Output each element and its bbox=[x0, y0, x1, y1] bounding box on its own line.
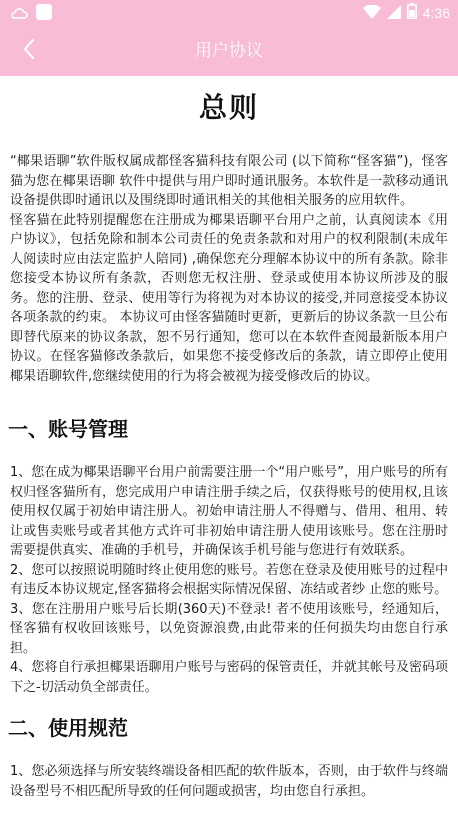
section-heading-account: 一、账号管理 bbox=[8, 417, 128, 441]
back-button[interactable] bbox=[6, 28, 52, 74]
chevron-left-icon bbox=[22, 38, 36, 64]
section-heading-usage: 二、使用规范 bbox=[8, 716, 128, 740]
status-time: 4:36 bbox=[422, 5, 450, 21]
page-title: 用户协议 bbox=[195, 41, 263, 61]
status-bar bbox=[0, 0, 458, 26]
wifi-icon bbox=[363, 4, 381, 23]
intro-paragraph: 怪客猫在此特别提醒您在注册成为椰果语聊平台用户之前，认真阅读本《用户协议》，包括免除和制本公司责任的免责条款和对用户的权利限制(未成年人阅读时应由法定监护人陪同) ,确保您充分理解本协议中的所有条款。除非您接受本协议所有条款，否则您无权注册、登录或使用本协议所涉及的服务。您的注册、登录、使用等行为将视为对本协议的接受,并同意接受本协议各项条款的约束。 本协议可由怪客猫随时更新，更新后的协议条款一旦公布即替代原来的协议条款，恕不另行通知，您可以在本软件查阅最新版本用户协议。在怪客猫修改条款后，如果您不接受修改后的条款，请立即停止使用椰果语聊软件,您继续使用的行为将会被视为接受修改后的协议。 bbox=[10, 212, 448, 384]
section-paragraph: 4、您将自行承担椰果语聊用户账号与密码的保管责任，并就其帐号及密码项下之-切活动负全部责任。 bbox=[10, 660, 448, 695]
section-paragraph: 1、您在成为椰果语聊平台用户前需要注册一个“用户账号”，用户账号的所有权归怪客猫所有，您完成用户申请注册手续之后，仅获得账号的使用权,且该使用权仅属于初始申请注册人。初始申请注册人不得赠与、借用、租用、转让或售卖账号或者其他方式许可非初始申请注册人使用该账号。您在注册时需要提供真实、准确的手机号，并确保该手机号能与您进行有效联系。 bbox=[10, 465, 448, 558]
document-title: 总则 bbox=[198, 91, 259, 124]
agreement-content[interactable] bbox=[0, 76, 458, 815]
battery-icon bbox=[407, 3, 417, 23]
signal-icon bbox=[387, 4, 401, 23]
app-square-icon bbox=[36, 4, 52, 24]
section-paragraph: 2、您可以按照说明随时终止使用您的账号。若您在登录及使用账号的过程中有违反本协议规定,怪客猫将会根据实际情况保留、冻结或者纱 止您的账号。 bbox=[10, 562, 448, 597]
section-paragraph: 3、您在注册用户账号后长期(360天)不登录! 者不使用该账号，经通知后，怪客猫有权收回该账号，以免资源浪费,由此带来的任何损失均由您自行承担。 bbox=[10, 601, 448, 656]
status-bar-right bbox=[363, 3, 450, 23]
app-bar bbox=[0, 26, 458, 76]
status-bar-left bbox=[10, 4, 52, 24]
intro-paragraph: “椰果语聊”软件版权属成都怪客猫科技有限公司 (以下简称“怪客猫”)，怪客猫为您在椰果语聊 软件中提供与用户即时通讯服务。本软件是一款移动通讯设备提供即时通讯以及围绕即时通讯相关的其他相关服务的应用软件。 bbox=[10, 154, 448, 208]
section-paragraph: 1、您必须选择与所安装终端设备相匹配的软件版本，否则，由于软件与终端设备型号不相匹配所导致的任何问题或损害，均由您自行承担。 bbox=[10, 764, 448, 799]
notification-cloud-icon bbox=[10, 5, 28, 24]
